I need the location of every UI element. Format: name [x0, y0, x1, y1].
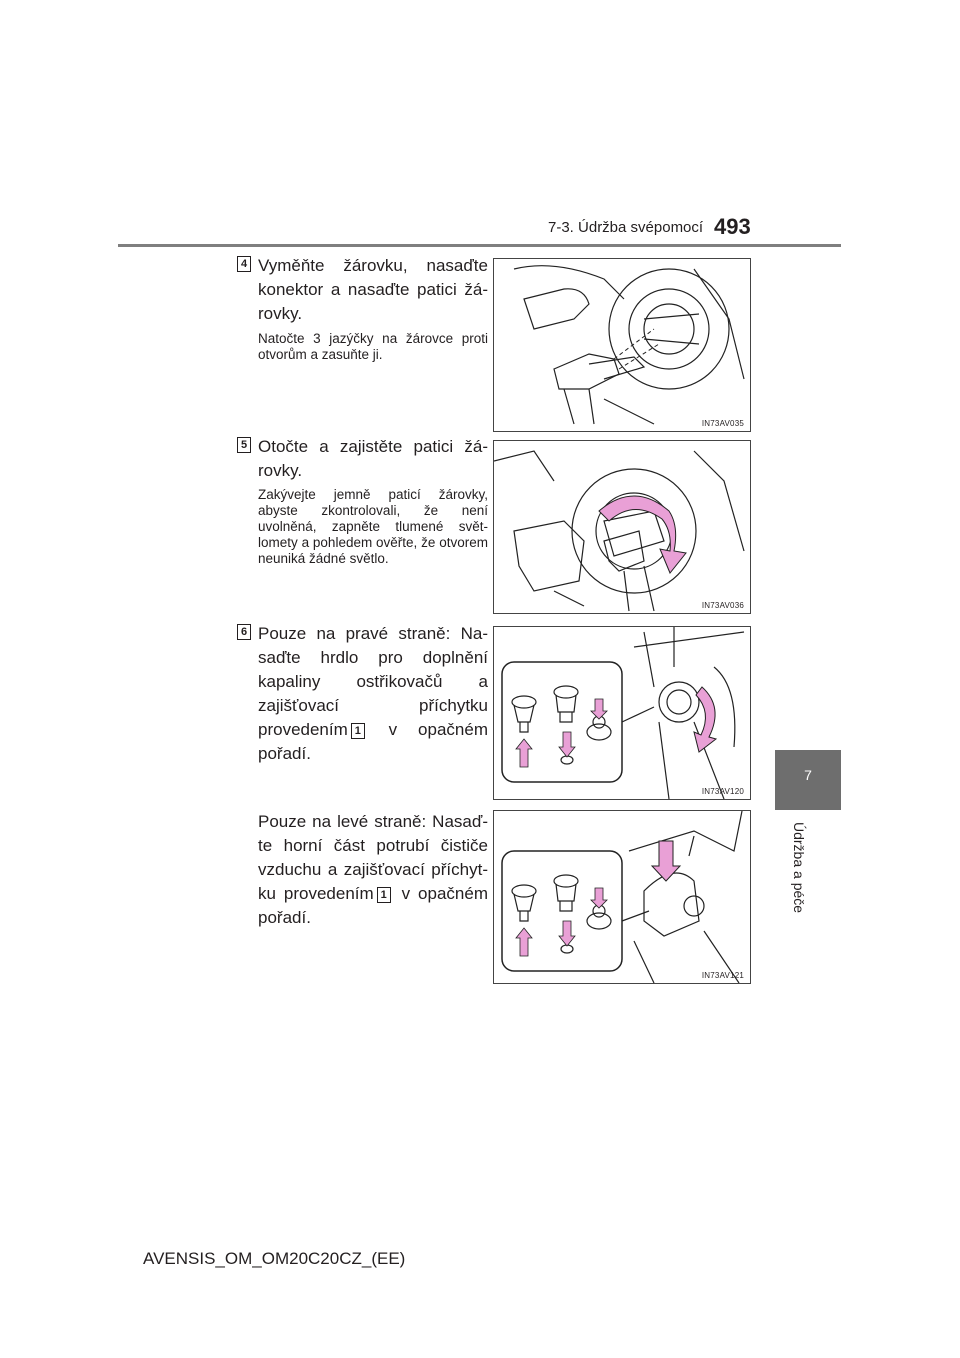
figure-code: IN73AV120 — [701, 787, 744, 796]
step-6-text — [258, 622, 488, 766]
bulb-lock-drawing — [494, 441, 750, 613]
figure-washer-inlet — [493, 626, 751, 800]
reference-1: 1 — [377, 887, 391, 903]
figure-code: IN73AV121 — [701, 971, 744, 980]
figure-air-duct — [493, 810, 751, 984]
chapter-title: Údržba a péče — [791, 822, 807, 914]
figure-code: IN73AV036 — [701, 601, 744, 610]
step-6-text-before: Pouze na pravé straně: Nasaďte hrdlo pro doplnění kapaliny ostřikovačů a zajišťovací příchytku provedením — [258, 624, 488, 739]
step-number-5: 5 — [237, 437, 251, 453]
step-number-4: 4 — [237, 256, 251, 272]
bulb-replace-drawing — [494, 259, 750, 431]
section-title: 7-3. Údržba svépomocí — [548, 219, 704, 236]
header-rule — [118, 244, 841, 247]
chapter-title-vertical — [793, 822, 813, 972]
step-5-text: Otočte a zajistěte patici žárovky. — [258, 437, 488, 480]
step-5-note: Zakývejte jemně paticí žárovky, abyste zkontrolovali, že není uvolněná, zapněte tlumené světlomety a pohledem ověřte, že otvorem neuniká žádné světlo. — [258, 487, 488, 566]
page-number: 493 — [714, 214, 751, 239]
reference-1: 1 — [351, 723, 365, 739]
washer-inlet-drawing — [494, 627, 750, 799]
step-number-6: 6 — [237, 624, 251, 640]
left-side-text — [258, 810, 488, 930]
air-duct-drawing — [494, 811, 750, 983]
left-side-text-after: v opačném pořadí. — [258, 884, 488, 927]
step-6-text-after: v opačném pořadí. — [258, 720, 488, 763]
figure-bulb-lock — [493, 440, 751, 614]
figure-code: IN73AV035 — [701, 419, 744, 428]
chapter-tab — [775, 750, 841, 810]
step-4-note: Natočte 3 jazýčky na žárovce proti otvorům a zasuňte ji. — [258, 331, 488, 362]
document-code: AVENSIS_OM_OM20C20CZ_(EE) — [143, 1249, 406, 1268]
figure-bulb-replace — [493, 258, 751, 432]
step-4-text: Vyměňte žárovku, nasaďte konektor a nasaďte patici žárovky. — [258, 256, 488, 323]
chapter-number: 7 — [804, 767, 812, 783]
left-side-text-before: Pouze na levé straně: Nasaďte horní část potrubí čističe vzduchu a zajišťovací příchytku provedením — [258, 812, 488, 903]
